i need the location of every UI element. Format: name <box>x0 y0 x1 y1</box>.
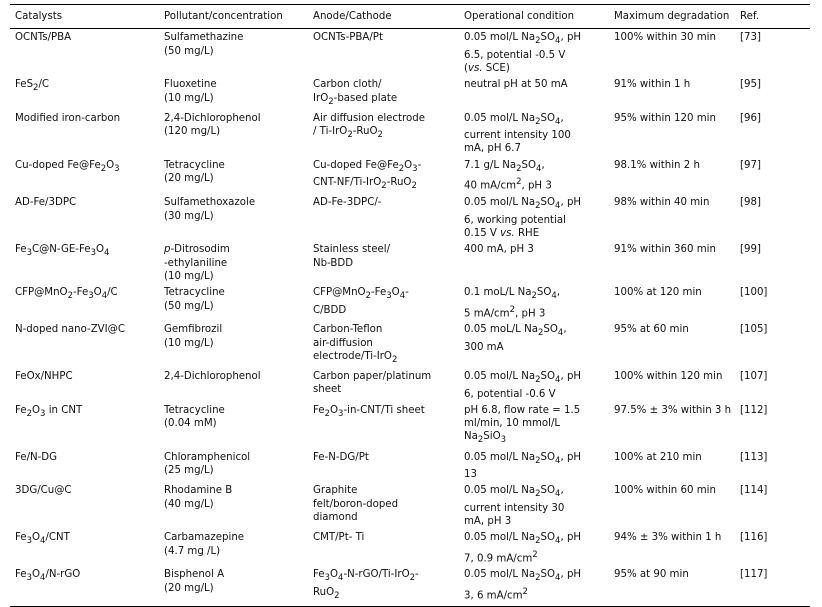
cell-electrode: $Fe_3O_4-N-rGO/Ti-IrO_2-$ RuO$_2$ <box>308 566 459 606</box>
cell-degradation: 100% at 210 min <box>614 451 702 463</box>
cell-catalyst: $Fe_3O_4$/CNT <box>15 532 70 547</box>
cell-catalyst: FeOx/NHPC <box>15 371 73 383</box>
cell-pollutant: Chloramphenicol (25 mg/L) <box>164 451 251 477</box>
cell-catalyst: Cu-doped $Fe@Fe_2O_3$ <box>15 159 120 174</box>
cell-degradation: 97.5% ± 3% within 3 h <box>614 404 732 416</box>
cell-condition: 0.05 mol/L $Na_2SO_4$, pH 6, working potential 0.15 V vs. RHE <box>464 197 582 240</box>
cell-condition: 0.05 mol/L $Na_2SO_4$, pH 6.5, potential -0.5 V (vs. SCE) <box>464 32 582 74</box>
cell-pollutant: Rhodamine B (40 mg/L) <box>164 485 233 510</box>
cell-pollutant: 2,4-Dichlorophenol (120 mg/L) <box>164 112 261 138</box>
cell-pollutant: p-Ditrosodim -ethylaniline (10 mg/L) <box>164 244 230 282</box>
cell-pollutant: 2,4-Dichlorophenol <box>164 371 261 383</box>
cell-degradation: 100% within 120 min <box>614 371 723 383</box>
cell-degradation: 95% within 120 min <box>614 112 716 124</box>
table-row <box>10 321 810 368</box>
cell-ref: [99] <box>740 244 761 256</box>
cell-condition: 0.05 moL/L $Na_2SO_4$, 300 mA <box>464 324 567 353</box>
cell-degradation: 100% within 30 min <box>614 32 716 44</box>
cell-ref: [97] <box>740 159 761 171</box>
cell-condition: 0.05 mol/L $Na_2SO_4$, pH 7, 0.9 $mA/cm^2$ <box>464 532 582 564</box>
table-row <box>10 566 810 606</box>
cell-catalyst: $Fe_2O_3$ in CNT <box>15 404 83 419</box>
cell-electrode: $Fe_2O_3-in-CNT/Ti$ sheet <box>313 404 425 419</box>
table-row <box>10 194 810 241</box>
cell-pollutant: Carbamazepine (4.7 mg /L) <box>164 532 245 557</box>
table-row <box>10 76 810 110</box>
cell-condition: 0.05 mol/L $Na_2SO_4$, pH 3, 6 $mA/cm^2$ <box>459 566 609 606</box>
cell-pollutant: Bisphenol A (20 mg/L) <box>159 566 308 606</box>
cell-catalyst: Modified iron-carbon <box>15 112 121 124</box>
cell-pollutant: Tetracycline (0.04 mM) <box>164 404 225 430</box>
cell-degradation: 91% within 1 h <box>614 79 691 91</box>
cell-catalyst: $Fe_3O_4/N$-rGO <box>10 566 159 606</box>
cell-pollutant: Tetracycline (50 mg/L) <box>164 287 225 312</box>
col-header-catalysts: Catalysts <box>10 5 159 29</box>
cell-electrode: Carbon cloth/ IrO$_2$-based plate <box>313 79 398 107</box>
col-header-electrode: Anode/Cathode <box>308 5 459 29</box>
cell-pollutant: Sulfamethoxazole (30 mg/L) <box>164 197 256 222</box>
cell-ref: [95] <box>740 79 761 91</box>
cell-pollutant: Fluoxetine (10 mg/L) <box>164 79 217 104</box>
cell-pollutant: Gemfibrozil (10 mg/L) <box>164 324 223 349</box>
table-row <box>10 157 810 195</box>
cell-condition: 0.05 mol/L $Na_2SO_4$, current intensity 100 mA, pH 6.7 <box>464 112 571 155</box>
cell-catalyst: FeS$_2$/C <box>15 79 50 94</box>
cell-catalyst: AD-Fe/3DPC <box>15 197 77 209</box>
col-header-ref: Ref. <box>735 5 810 29</box>
cell-degradation: 95% at 60 min <box>614 324 689 336</box>
table-row <box>10 284 810 321</box>
col-header-degradation: Maximum degradation <box>609 5 735 29</box>
cell-degradation: 91% within 360 min <box>614 244 716 256</box>
col-header-pollutant: Pollutant/concentration <box>159 5 308 29</box>
cell-condition: neutral pH at 50 mA <box>464 79 568 91</box>
cell-electrode: $CFP@MnO_2-Fe_3O_4-$ C/BDD <box>313 287 409 316</box>
cell-electrode: Fe-N-DG/Pt <box>313 451 369 463</box>
cell-condition: 0.05 mol/L $Na_2SO_4$, current intensity 30 mA, pH 3 <box>464 485 565 527</box>
cell-pollutant: Sulfamethazine (50 mg/L) <box>164 32 244 57</box>
cell-catalyst: N-doped nano-ZVI@C <box>15 324 125 336</box>
table-header-row <box>10 5 810 29</box>
cell-ref: [100] <box>740 287 768 299</box>
table-row <box>10 482 810 529</box>
cell-condition: 7.1 g/L $Na_2SO_4$, 40 $mA/cm^2$, pH 3 <box>464 159 552 192</box>
cell-catalyst: OCNTs/PBA <box>15 32 72 44</box>
cell-degradation: 100% within 60 min <box>614 485 716 497</box>
table-row <box>10 29 810 76</box>
cell-electrode: Stainless steel/ Nb-BDD <box>313 244 391 269</box>
cell-ref: [114] <box>740 485 768 497</box>
cell-pollutant: Tetracycline (20 mg/L) <box>164 159 225 185</box>
cell-electrode: Cu-doped $Fe@Fe_2O_3-$ CNT-NF/Ti-IrO$_2$-RuO$_2$ <box>313 159 422 192</box>
cell-ref: [117] <box>735 566 810 606</box>
cell-degradation: 98% within 40 min <box>614 197 710 209</box>
table-row <box>10 110 810 157</box>
cell-electrode: Carbon paper/platinum sheet <box>313 371 432 396</box>
cell-electrode: Graphite felt/boron-doped diamond <box>313 485 399 523</box>
col-header-condition: Operational condition <box>459 5 609 29</box>
cell-condition: pH 6.8, flow rate = 1.5 ml/min, 10 mmol/L $Na_2SiO_3$ <box>464 404 581 446</box>
cell-degradation: 95% at 90 min <box>609 566 735 606</box>
cell-ref: [105] <box>740 324 768 336</box>
cell-electrode: Air diffusion electrode / Ti-IrO$_2$-RuO$_2$ <box>313 112 425 141</box>
cell-ref: [96] <box>740 112 761 124</box>
cell-catalyst: 3DG/Cu@C <box>15 485 72 497</box>
cell-catalyst: Fe/N-DG <box>15 451 58 463</box>
cell-ref: [113] <box>740 451 768 463</box>
cell-condition: 400 mA, pH 3 <box>464 244 534 256</box>
cell-degradation: 98.1% within 2 h <box>614 159 700 171</box>
cell-ref: [107] <box>740 371 768 383</box>
cell-degradation: 100% at 120 min <box>614 287 702 299</box>
table-row <box>10 241 810 284</box>
cell-ref: [73] <box>740 32 761 44</box>
cell-catalyst: $Fe_3C@N-GE-Fe_3O_4$ <box>15 244 110 259</box>
cell-electrode: OCNTs-PBA/Pt <box>313 32 383 44</box>
cell-condition: 0.1 moL/L $Na_2SO_4$, 5 $mA/cm^2$, pH 3 <box>464 287 561 319</box>
cell-electrode: Carbon-Teflon air-diffusion electrode/Ti-IrO$_2$ <box>313 324 398 365</box>
degradation-table <box>10 4 810 607</box>
table-row <box>10 402 810 449</box>
cell-catalyst: $CFP@MnO_2-Fe_3O_4/C$ <box>15 287 118 302</box>
cell-ref: [98] <box>740 197 761 209</box>
cell-electrode: CMT/Pt- Ti <box>313 532 365 544</box>
cell-ref: [116] <box>740 532 768 544</box>
cell-electrode: AD-Fe-3DPC/- <box>313 197 382 209</box>
cell-condition: 0.05 mol/L $Na_2SO_4$, pH 6, potential -0.6 V <box>464 371 582 400</box>
table-row <box>10 368 810 402</box>
cell-condition: 0.05 mol/L $Na_2SO_4$, pH 13 <box>464 451 582 481</box>
table-row <box>10 449 810 483</box>
cell-degradation: 94% ± 3% within 1 h <box>614 532 722 544</box>
cell-ref: [112] <box>740 404 768 416</box>
